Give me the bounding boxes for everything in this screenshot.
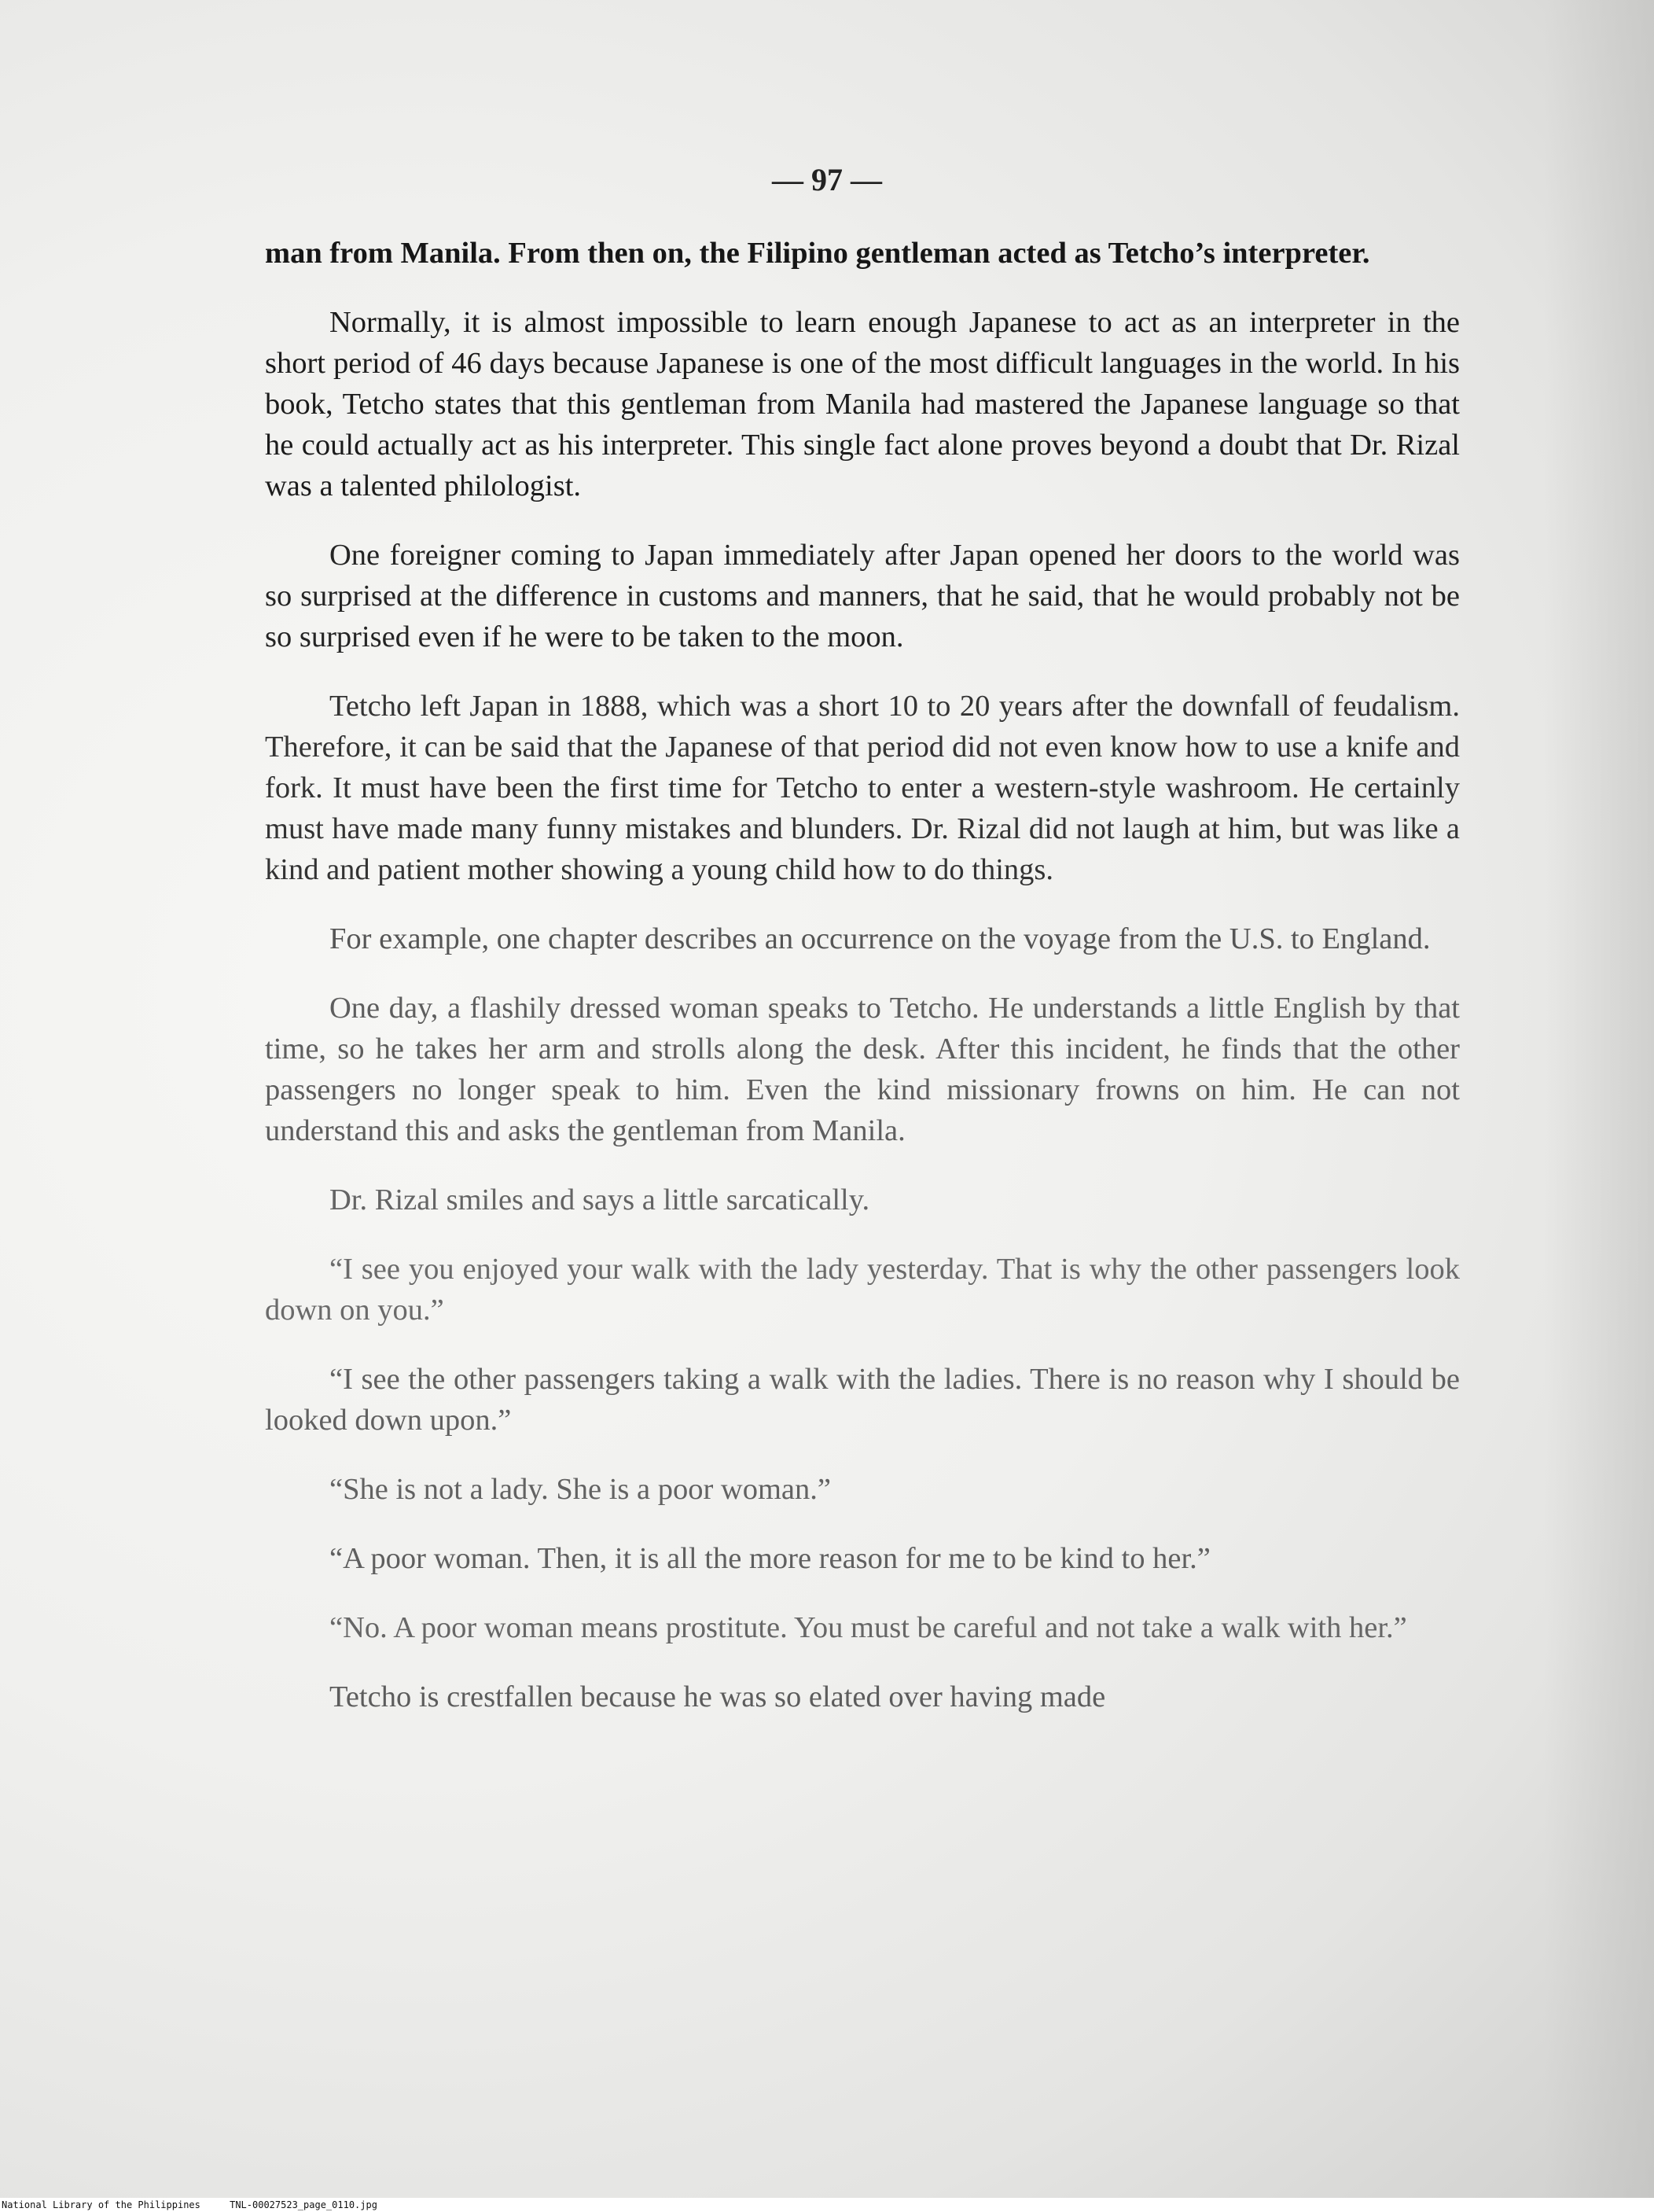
paragraph-3: One foreigner coming to Japan immediately after Japan opened her doors to the world was so surprised at the difference in customs and manners, that he said, that he would probably not be so surprised even if he were to be taken to the moon. xyxy=(265,539,1460,653)
paragraph-9: “I see the other passengers taking a walk with the ladies. There is no reason why I should be looked down upon.” xyxy=(265,1363,1460,1437)
page-edge-shadow xyxy=(1544,0,1654,2198)
paragraph-12: “No. A poor woman means prostitute. You must be careful and not take a walk with her.” xyxy=(329,1611,1407,1644)
footer-filename: TNL-00027523_page_0110.jpg xyxy=(230,2199,377,2210)
paragraph-5: For example, one chapter describes an occurrence on the voyage from the U.S. to England. xyxy=(329,922,1431,955)
paragraph-2: Normally, it is almost impossible to learn enough Japanese to act as an interpreter in the short period of 46 days because Japanese is one of the most difficult languages in the world. In his book, Tetcho states that this gentleman from Manila had mastered the Japanese language so that he could actually act as his interpreter. This single fact alone proves beyond a doubt that Dr. Rizal was a talented philologist. xyxy=(265,306,1460,502)
page-number: — 97 — xyxy=(772,162,882,197)
footer-library: National Library of the Philippines xyxy=(2,2199,200,2210)
paragraph-4: Tetcho left Japan in 1888, which was a short 10 to 20 years after the downfall of feudalism. Therefore, it can be said that the Japanese of that period did not even know how to use a knife and fork. It must have been the first time for Tetcho to enter a western-style washroom. He certainly must have made many funny mistakes and blunders. Dr. Rizal did not laugh at him, but was like a kind and patient mother showing a young child how to do things. xyxy=(265,690,1460,886)
paragraph-1: man from Manila. From then on, the Filipino gentleman acted as Tetcho’s interpreter. xyxy=(265,237,1370,270)
paragraph-8: “I see you enjoyed your walk with the lady yesterday. That is why the other passengers look down on you.” xyxy=(265,1253,1460,1327)
paragraph-7: Dr. Rizal smiles and says a little sarcatically. xyxy=(329,1183,870,1216)
paragraph-11: “A poor woman. Then, it is all the more reason for me to be kind to her.” xyxy=(329,1542,1211,1575)
paragraph-6: One day, a flashily dressed woman speaks to Tetcho. He understands a little English by that time, so he takes her arm and strolls along the desk. After this incident, he finds that the other passengers no longer speak to him. Even the kind missionary frowns on him. He can not understand this and asks the gentleman from Manila. xyxy=(265,992,1460,1147)
paragraph-10: “She is not a lady. She is a poor woman.” xyxy=(329,1473,831,1506)
body-text xyxy=(265,233,1460,1746)
paragraph-13: Tetcho is crestfallen because he was so elated over having made xyxy=(329,1680,1106,1713)
scan-footer xyxy=(0,2198,1654,2212)
